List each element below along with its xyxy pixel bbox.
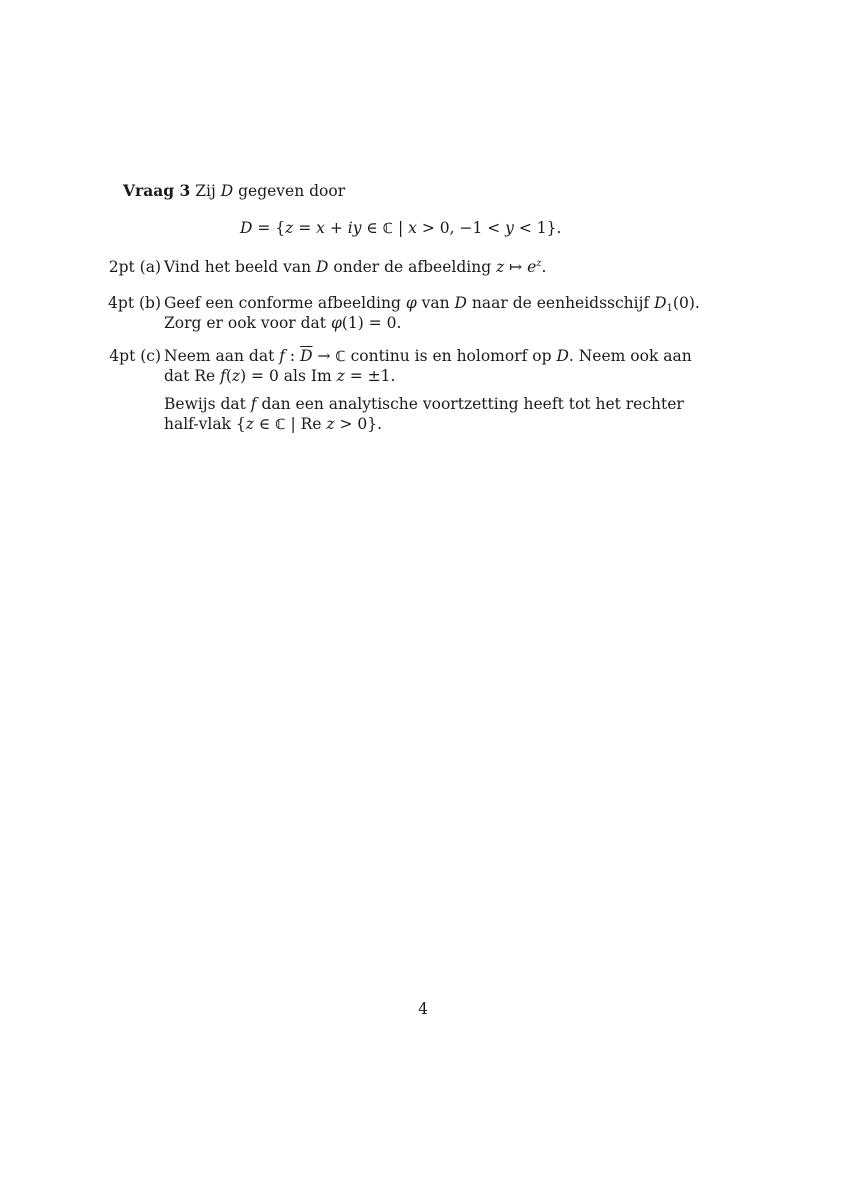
part-c-line-3: Bewijs dat f dan een analytische voortzetting heeft tot het rechter <box>164 395 684 413</box>
part-a-text: Vind het beeld van D onder de afbeelding z ↦ $e^z$. <box>164 258 547 276</box>
part-b-label: 4pt (b) <box>108 294 161 312</box>
part-c-line-2: dat Re f(z) = 0 als Im z = ±1. <box>164 367 396 385</box>
page-number: 4 <box>418 1000 428 1018</box>
part-b-line-1: Geef een conforme afbeelding φ van D naar de eenheidsschijf $D_1(0)$. <box>164 294 700 314</box>
part-b-line-2: Zorg er ook voor dat φ(1) = 0. <box>164 314 402 332</box>
question-heading <box>123 181 345 200</box>
question-intro: Zij D gegeven door <box>195 182 346 200</box>
part-a-label: 2pt (a) <box>108 258 161 276</box>
part-c-line-1: Neem aan dat f : $\overline{D}$ → ℂ continu is en holomorf op D. Neem ook aan <box>164 347 692 365</box>
part-c-line-4: half-vlak {z ∈ ℂ | Re z > 0}. <box>164 415 383 433</box>
question-title: Vraag 3 <box>123 181 191 200</box>
part-c-label: 4pt (c) <box>109 347 161 365</box>
domain-formula: D = {z = x + iy ∈ ℂ | x > 0, −1 < y < 1}. <box>240 219 562 237</box>
